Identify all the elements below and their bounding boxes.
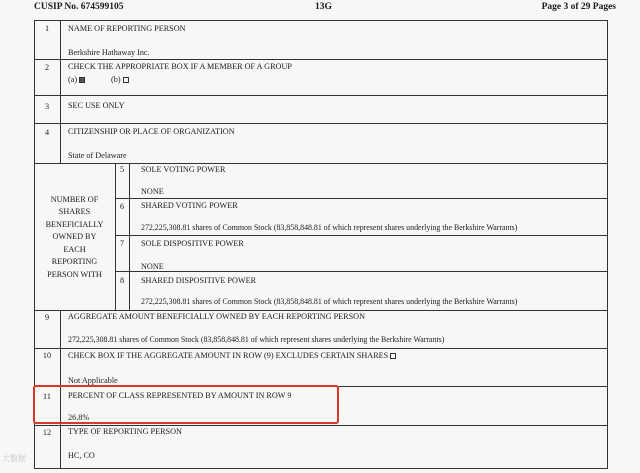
- row-4-title: CITIZENSHIP OR PLACE OF ORGANIZATION: [68, 127, 235, 136]
- row-number: 6: [119, 202, 125, 211]
- reporting-person-name: Berkshire Hathaway Inc.: [68, 48, 150, 57]
- row-8-title: SHARED DISPOSITIVE POWER: [141, 276, 257, 285]
- row-number: 7: [119, 239, 125, 248]
- checkbox-icon: [79, 77, 85, 83]
- row-5-title: SOLE VOTING POWER: [141, 165, 226, 174]
- row-12-title: TYPE OF REPORTING PERSON: [68, 427, 182, 436]
- row-number: 8: [119, 276, 125, 285]
- group-checkbox-b[interactable]: [111, 75, 129, 85]
- cusip-number: CUSIP No. 674599105: [34, 2, 124, 12]
- sole-dispositive-value: NONE: [141, 262, 164, 271]
- reporting-person-type-value: HC, CO: [68, 451, 95, 460]
- row-9-title: AGGREGATE AMOUNT BENEFICIALLY OWNED BY EACH REPORTING PERSON: [68, 312, 365, 321]
- beneficial-ownership-label: NUMBER OF SHARES BENEFICIALLY OWNED BY EACH REPORTING PERSON WITH: [45, 195, 104, 279]
- option-b-label: (b): [111, 75, 121, 84]
- citizenship-value: State of Delaware: [68, 151, 127, 160]
- row-number: 10: [42, 351, 52, 360]
- row-number: 4: [44, 128, 50, 137]
- row-11-title: PERCENT OF CLASS REPRESENTED BY AMOUNT IN ROW 9: [68, 391, 292, 400]
- row-7-title: SOLE DISPOSITIVE POWER: [141, 239, 244, 248]
- row-number: 9: [44, 313, 50, 322]
- row-2-title: CHECK THE APPROPRIATE BOX IF A MEMBER OF A GROUP: [68, 62, 292, 71]
- option-a-label: (a): [68, 75, 78, 84]
- form-type: 13G: [315, 2, 332, 12]
- row-number: 1: [44, 24, 50, 33]
- row-number: 5: [119, 165, 125, 174]
- row-number: 12: [42, 428, 52, 437]
- row-10-title: CHECK BOX IF THE AGGREGATE AMOUNT IN ROW (9) EXCLUDES CERTAIN SHARES: [68, 351, 396, 361]
- percent-of-class-value: 26.8%: [68, 413, 90, 422]
- highlight-annotation: [33, 385, 339, 424]
- row-3-title: SEC USE ONLY: [68, 101, 125, 110]
- aggregate-amount-value: 272,225,308.81 shares of Common Stock (83,858,848.81 of which represent shares underlying the Berkshire Warrants): [68, 335, 445, 344]
- page-number: Page 3 of 29 Pages: [541, 2, 616, 12]
- watermark: 大数据: [2, 454, 26, 463]
- row-1-title: NAME OF REPORTING PERSON: [68, 24, 186, 33]
- row-6-title: SHARED VOTING POWER: [141, 201, 238, 210]
- group-checkbox-a[interactable]: [68, 75, 85, 85]
- row-number: 11: [43, 392, 51, 401]
- sole-voting-value: NONE: [141, 187, 164, 196]
- checkbox-icon: [123, 77, 129, 83]
- row-number: 2: [44, 63, 50, 72]
- shared-voting-value: 272,225,308.81 shares of Common Stock (83,858,848.81 of which represent shares underlying the Berkshire Warrants): [141, 223, 518, 232]
- excludes-shares-value: Not Applicable: [68, 376, 118, 385]
- row-number: 3: [44, 102, 50, 111]
- checkbox-icon[interactable]: [390, 353, 396, 359]
- shared-dispositive-value: 272,225,308.81 shares of Common Stock (83,858,848.81 of which represent shares underlying the Berkshire Warrants): [141, 297, 518, 306]
